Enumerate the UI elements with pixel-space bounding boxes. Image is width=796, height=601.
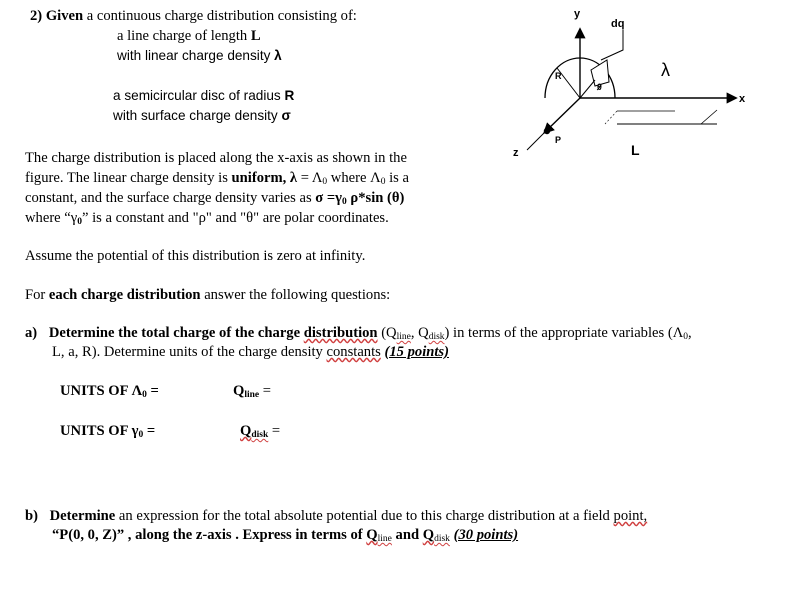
part-a-s7: ) in terms of the appropriate variables (Λ	[444, 325, 684, 341]
z-axis-label: z	[513, 147, 519, 159]
rho-line	[580, 80, 595, 98]
lambda-label: λ	[661, 60, 670, 80]
lambda-symbol: λ	[274, 48, 282, 63]
desc-l3d: ρ*sin (θ)	[346, 190, 405, 206]
part-b-line-1	[25, 507, 647, 525]
part-b-label: b)	[25, 508, 38, 524]
part-a-s9: ,	[688, 325, 692, 341]
dq-label: dq	[611, 18, 625, 30]
radius-label: R	[555, 71, 562, 81]
part-b-l2f: disk	[434, 534, 450, 544]
desc-l2f: 0	[380, 177, 386, 187]
charge-distribution-figure	[505, 0, 765, 175]
description-line-1: The charge distribution is placed along the x-axis as shown in the	[25, 150, 407, 166]
qline-a: Q	[233, 383, 245, 399]
part-a-s2: distribution	[303, 325, 378, 341]
point-p	[544, 128, 550, 134]
part-a-label: a)	[25, 325, 38, 341]
z-axis-extension	[527, 132, 545, 150]
problem-title	[30, 7, 357, 25]
desc-l2g: is a	[385, 170, 409, 186]
units-lambda-b: 0	[142, 390, 147, 400]
given-word: Given	[45, 8, 84, 24]
line-charge-text: a line charge of length	[117, 28, 251, 44]
units-gamma-label	[60, 422, 155, 440]
line-charge-item	[117, 27, 261, 45]
part-a-s8: 0	[683, 332, 689, 342]
surface-density-text: with surface charge density	[113, 108, 282, 123]
problem-number: 2)	[30, 8, 43, 24]
desc-l3c: 0	[342, 197, 347, 207]
qdisk-b: disk	[251, 430, 269, 440]
units-gamma-b: 0	[138, 430, 144, 440]
units-lambda-c: =	[146, 383, 159, 399]
theta-label: θ	[597, 82, 602, 92]
point-p-label: P	[555, 135, 562, 145]
units-gamma-c: =	[143, 423, 156, 439]
part-a-points: (15 points)	[384, 344, 449, 360]
y-axis-label: y	[574, 8, 581, 20]
desc-l2b: uniform, λ	[231, 170, 298, 186]
x-axis-label: x	[739, 93, 746, 105]
assume-text: Assume the potential of this distribution is zero at infinity.	[25, 248, 366, 264]
linear-density-text: with linear charge density	[117, 48, 275, 63]
desc-l2d: 0	[322, 177, 328, 187]
description-line-3	[25, 189, 404, 207]
qline-b: line	[244, 390, 260, 400]
part-b-l2c: line	[377, 534, 392, 544]
dq-leader	[601, 30, 623, 60]
part-b-s3: point,	[613, 508, 648, 524]
z-axis	[545, 98, 580, 132]
desc-l3b: σ =γ	[315, 190, 343, 206]
each-b: each charge distribution	[48, 287, 201, 303]
qdisk-label	[240, 422, 280, 440]
each-c: answer the following questions:	[200, 287, 391, 303]
desc-l2e: where Λ	[327, 170, 381, 186]
part-a-s3: (Q	[377, 325, 397, 341]
desc-l2c: = Λ	[297, 170, 323, 186]
semicircle-item	[113, 88, 294, 105]
part-b-points: (30 points)	[453, 527, 519, 543]
units-lambda-a: UNITS OF Λ	[60, 383, 143, 399]
qline-c: =	[259, 383, 272, 399]
qdisk-c: =	[268, 423, 281, 439]
qline-label	[233, 382, 271, 400]
units-gamma-a: UNITS OF γ	[60, 423, 139, 439]
qdisk-a: Q	[240, 423, 252, 439]
part-a-s1: Determine the total charge of the charge	[48, 325, 304, 341]
desc-l4a: where “γ	[25, 210, 78, 226]
units-lambda-label	[60, 382, 159, 400]
desc-l3a: constant, and the surface charge density varies as	[25, 190, 316, 206]
each-distribution-text	[25, 286, 390, 304]
part-b-l2e: Q	[422, 527, 435, 543]
description-line-2	[25, 169, 409, 187]
part-a-s6: disk	[428, 332, 445, 342]
length-symbol: L	[250, 28, 261, 44]
part-a-l2b: constants	[326, 344, 381, 360]
part-b-l2a: “P(0, 0, Z)” , along the z-axis . Express in terms of	[52, 527, 367, 543]
part-a-line-2	[52, 343, 449, 361]
description-line-4	[25, 209, 389, 227]
desc-l2a: figure. The linear charge density is	[25, 170, 232, 186]
each-a: For	[25, 287, 49, 303]
part-b-l2d: and	[391, 527, 423, 543]
part-b-s2: an expression for the total absolute potential due to this charge distribution at a field	[115, 508, 614, 524]
radius-symbol: R	[284, 88, 295, 103]
part-a-s5: , Q	[410, 325, 429, 341]
line-charge-left-edge	[605, 111, 617, 124]
part-a-l2a: L, a, R). Determine units of the charge density	[52, 344, 327, 360]
desc-l4b: 0	[77, 217, 82, 227]
semicircle-text: a semicircular disc of radius	[113, 88, 285, 103]
surface-density-item	[113, 108, 291, 125]
length-label: L	[631, 142, 640, 158]
part-b-l2b: Q	[366, 527, 378, 543]
linear-density-item	[117, 48, 282, 65]
sigma-symbol: σ	[281, 108, 291, 123]
intro-text: a continuous charge distribution consisting of:	[83, 8, 357, 24]
desc-l4c: ” is a constant and "ρ" and "θ" are polar coordinates.	[81, 210, 389, 226]
part-b-line-2	[52, 526, 518, 544]
part-a-line-1	[25, 324, 692, 342]
line-charge-right-edge	[701, 110, 717, 124]
part-a-s4: line	[396, 332, 411, 342]
part-b-s1: Determine	[49, 508, 116, 524]
